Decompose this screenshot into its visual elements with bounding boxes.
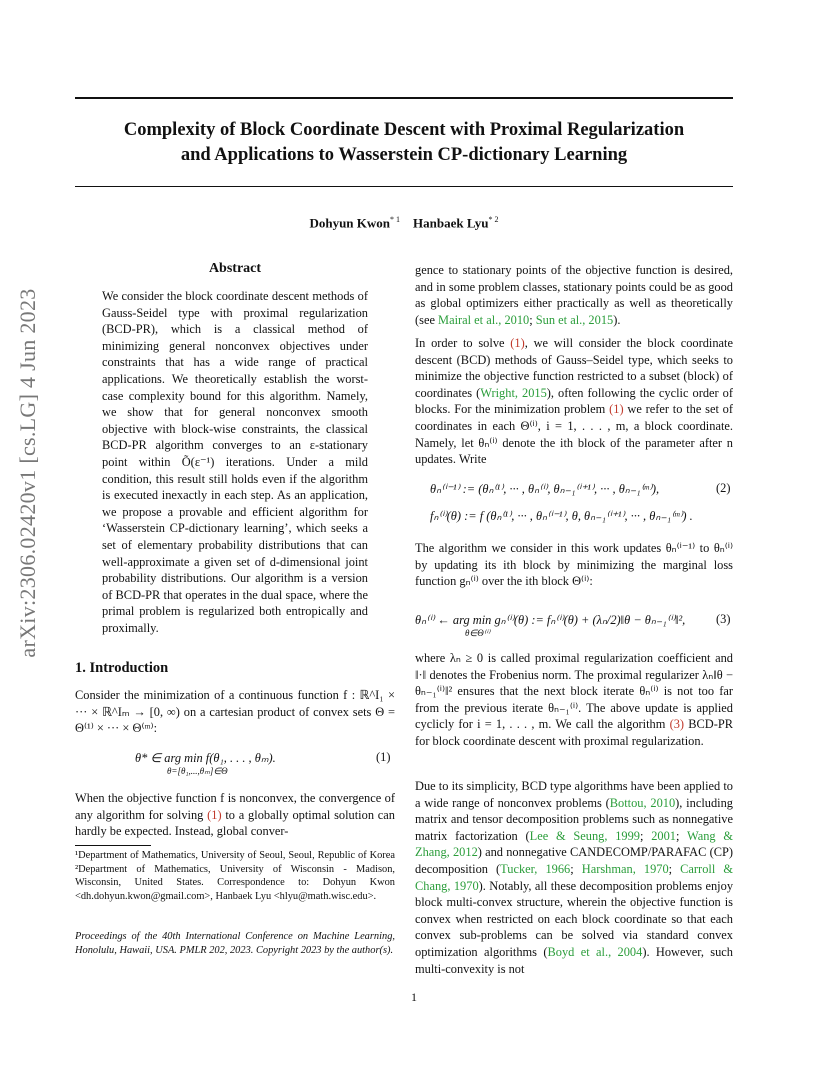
right-paragraph-2 [415, 335, 733, 468]
title-bottom-rule [75, 186, 733, 187]
arxiv-identifier[interactable]: arXiv:2306.02420v1 [cs.LG] 4 Jun 2023 [15, 288, 40, 658]
right-p2-text-d: we refer to the set of coordinates in each Θ⁽ⁱ⁾, i = 1, . . . , m, a block coordinate. Namely, let θₙ⁽ⁱ⁾ denote the ith block of the parameter after n updates. Write [415, 402, 734, 467]
equation-1-number: (1) [376, 750, 391, 764]
intro-paragraph-2 [75, 790, 395, 840]
right-p2-text-c: ), often following the cyclic order of blocks. For the minimization problem [415, 385, 734, 417]
equation-2-line-1: θₙ⁽ⁱ⁻¹⁾ := (θₙ⁽¹⁾, ··· , θₙ⁽ⁱ⁾, θₙ₋₁⁽ⁱ⁺¹⁾, ··· , θₙ₋₁⁽ᵐ⁾), [430, 482, 660, 496]
citation-link[interactable]: Wright, 2015 [480, 385, 547, 400]
right-paragraph-5 [415, 778, 733, 977]
author-1-mark: * 1 [390, 215, 401, 224]
right-paragraph-3 [415, 540, 733, 590]
proceedings-note [75, 930, 395, 957]
author-2-mark: * 2 [488, 215, 499, 224]
citation-separator: ; [676, 828, 687, 843]
intro-p1-text: Consider the minimization of a continuous function f : ℝ^I₁ × ··· × ℝ^Iₘ → [0, ∞) on a cartesian product of convex sets Θ = Θ⁽¹⁾ × ··· × Θ⁽ᵐ⁾: [75, 688, 395, 736]
equation-2-line-2: fₙ⁽ⁱ⁾(θ) := f (θₙ⁽¹⁾, ··· , θₙ⁽ⁱ⁻¹⁾, θ, θₙ₋₁⁽ⁱ⁺¹⁾, ··· , θₙ₋₁⁽ᵐ⁾) . [430, 509, 693, 523]
intro-paragraph-1 [75, 687, 395, 737]
right-p4-text-b: BCD-PR for block coordinate descent with proximal regularization. [415, 717, 733, 748]
page-number: 1 [411, 990, 417, 1004]
author-list [75, 215, 733, 231]
citation-link[interactable]: Harshman, 1970 [581, 861, 669, 876]
right-p2-text-b: , we will consider the block coordinate descent (BCD) methods of Gauss–Seidel type, which seeks to minimize the objective function restricted to a subset (block) of coordinates ( [415, 336, 734, 400]
equation-3-number: (3) [716, 612, 731, 626]
title-line-1: Complexity of Block Coordinate Descent with Proximal Regularization [123, 120, 685, 140]
right-p1-end: ). [613, 312, 621, 327]
abstract-heading: Abstract [208, 261, 262, 276]
abstract-body [102, 288, 368, 636]
proceedings-text: Proceedings of the 40th International Conference on Machine Learning, Honolulu, Hawaii, USA. PMLR 202, 2023. Copyright 2023 by the author(s). [75, 931, 395, 956]
right-paragraph-4 [415, 650, 733, 750]
abstract-text: We consider the block coordinate descent methods of Gauss-Seidel type with proximal regularization (BCD-PR), which is a classical method of minimizing general nonconvex objectives under constraints that has a wide range of practical applications. We theoretically establish the worst-case complexity bound for this algorithm. Namely, we show that for general nonconvex smooth objective with block-wise constraints, the classical BCD-PR algorithm converges to an ε-stationary point within Õ(ε⁻¹) iterations. Under a mild condition, this result still holds even if the algorithm is executed inexactly in each step. As an application, we propose a provable and efficient algorithm for ‘Wasserstein CP-dictionary learning’, which seeks a set of elementary probability distributions that can well-approximate a given set of d-dimensional joint probability distributions. Our algorithm is a version of BCD-PR that operates in the dual space, where the primal problem is regularized both entropically and proximally. [102, 289, 368, 635]
citation-link[interactable]: Lee & Seung, 1999 [529, 828, 640, 843]
citation-link[interactable]: Carroll & Chang, 1970 [415, 861, 733, 893]
equation-3: θₙ⁽ⁱ⁾ ← arg min gₙ⁽ⁱ⁾(θ) := fₙ⁽ⁱ⁾(θ) + (λₙ/2)‖θ − θₙ₋₁⁽ⁱ⁾‖², [415, 613, 686, 627]
citation-link[interactable]: Boyd et al., 2004 [547, 944, 643, 959]
paper-title [75, 118, 733, 168]
right-p5-text-e: ). However, such multi-convexity is not [415, 944, 733, 976]
right-p5-text-d: ). Notably, all these decomposition problems enjoy block multi-convex structure, wherein the objective function is convex when restricted on each block coordinate so that each convex sub-problems can be solved via standard convex optimization algorithms ( [415, 878, 734, 959]
author-2: Hanbaek Lyu [413, 215, 489, 231]
citation-link[interactable]: 2001 [651, 828, 676, 843]
citation-link[interactable]: Wang & Zhang, 2012 [415, 828, 733, 860]
right-p5-text-a: Due to its simplicity, BCD type algorithms have been applied to a wide range of nonconvex problems ( [415, 779, 733, 810]
top-rule [75, 97, 733, 99]
right-p2-text-a: In order to solve [415, 336, 511, 350]
author-1: Dohyun Kwon [309, 215, 391, 231]
citation-link[interactable]: Tucker, 1966 [500, 861, 571, 876]
equation-3-subscript: θ∈Θ⁽ⁱ⁾ [465, 628, 490, 638]
equation-ref-link[interactable]: (1) [510, 336, 525, 350]
citation-separator: ; [668, 861, 681, 876]
citation-link[interactable]: Bottou, 2010 [609, 795, 676, 810]
affiliation-footnote: ¹Department of Mathematics, University of Seoul, Seoul, Republic of Korea ²Department of Mathematics, University of Wisconsin - Madison, Wisconsin, United States. Correspondence to: Dohyun Kwon <dh.dohyun.kwon@gmail.com>, Hanbaek Lyu <hlyu@math.wisc.edu>. [75, 850, 395, 902]
citation-link[interactable]: Sun et al., 2015 [535, 312, 614, 327]
citation-separator: ; [570, 861, 582, 876]
right-p3-text: The algorithm we consider in this work updates θₙ⁽ⁱ⁻¹⁾ to θₙ⁽ⁱ⁾ by updating its ith block by minimizing the marginal loss function gₙ⁽ⁱ⁾ over the ith block Θ⁽ⁱ⁾: [415, 541, 733, 589]
equation-1-subscript: θ=[θ₁,...,θₘ]∈Θ [167, 766, 228, 776]
right-paragraph-1 [415, 262, 733, 328]
equation-ref-link[interactable]: (3) [669, 717, 685, 732]
equation-2-number: (2) [716, 481, 731, 495]
right-p4-text-a: where λₙ ≥ 0 is called proximal regularization coefficient and ‖·‖ denotes the Frobenius norm. The proximal regularizer λₙ‖θ − θₙ₋₁⁽ⁱ⁾‖² ensures that the next block iterate θₙ⁽ⁱ⁾ is not too far from the previous iterate θₙ₋₁⁽ⁱ⁾. The above update is applied cyclicly for i = 1, . . . , m. We call the algorithm [415, 651, 733, 732]
intro-p2-text-a: When the objective function f is nonconvex, the convergence of any algorithm for solving [75, 791, 395, 822]
footnote-rule [75, 845, 151, 846]
citation-separator: ; [529, 312, 536, 327]
section-heading-introduction: 1. Introduction [75, 660, 169, 676]
right-p5-text-c: ) and nonnegative CANDECOMP/PARAFAC (CP) decomposition ( [415, 845, 733, 876]
equation-ref-link[interactable]: (1) [207, 807, 222, 822]
equation-1-text: θ* ∈ arg min f(θ₁, . . . , θₘ). [135, 751, 276, 765]
right-p5-text-b: ), including matrix and tensor decomposition problems such as nonnegative matrix factorization ( [415, 795, 733, 843]
citation-separator: ; [640, 828, 652, 843]
right-p1-text: gence to stationary points of the objective function is desired, and in some problem classes, stationary points could be as good as global optimizers either practically as well as theoretically (see [415, 263, 733, 327]
equation-1 [135, 750, 276, 766]
citation-link[interactable]: Mairal et al., 2010 [438, 312, 530, 327]
arxiv-sidebar [8, 288, 48, 658]
equation-ref-link[interactable]: (1) [609, 402, 624, 417]
intro-p2-text-b: to a globally optimal solution can hardly be expected. Instead, global conver- [75, 807, 395, 839]
title-line-2: and Applications to Wasserstein CP-dictionary Learning [180, 145, 628, 165]
